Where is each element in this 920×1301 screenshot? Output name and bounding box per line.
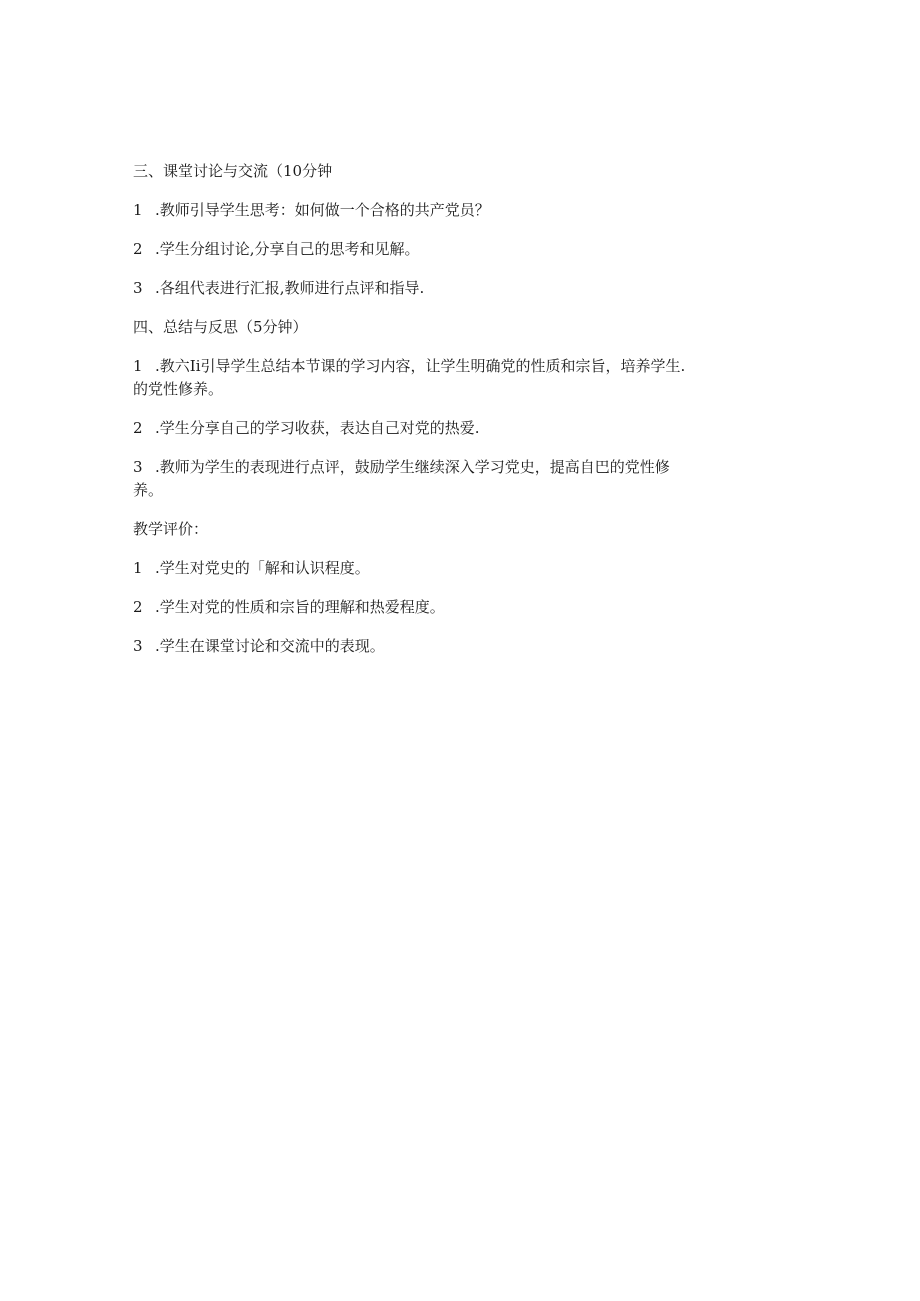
evaluation-heading: 教学评价： [133,520,209,538]
section3-item-3 [133,277,773,300]
section4-item-2 [133,417,773,440]
item-text: .教六Ii引导学生总结本节课的学习内容，让学生明确党的性质和宗旨，培养学生. [155,357,686,375]
item-text-continuation: 养。 [133,481,164,499]
item-number: 3 [133,637,143,655]
item-number: 1 [133,559,143,577]
section3-item-2 [133,238,773,261]
item-text: .学生对党的性质和宗旨的理解和热爱程度。 [155,598,445,616]
item-number: 1 [133,201,143,219]
item-text-continuation: 的党性修养。 [133,380,224,398]
item-text: .教师为学生的表现进行点评，鼓励学生继续深入学习党史，提高自巴的党性修 [155,458,670,476]
item-text: .各组代表进行汇报,教师进行点评和指导. [155,279,425,297]
evaluation-item-1 [133,557,773,580]
evaluation-item-2 [133,596,773,619]
item-number: 2 [133,419,143,437]
item-number: 1 [133,357,143,375]
item-text: .学生分享自己的学习收获，表达自己对党的热爱. [155,419,480,437]
item-text: .教师引导学生思考：如何做一个合格的共产党员？ [155,201,490,219]
item-text: .学生分组讨论,分享自己的思考和见解。 [155,240,420,258]
item-number: 3 [133,458,143,476]
section3-heading: 三、课堂讨论与交流（10分钟 [133,162,333,180]
evaluation-item-3 [133,635,773,658]
section4-heading: 四、总结与反思（5分钟） [133,318,308,336]
document-body [133,160,773,674]
item-number: 2 [133,240,143,258]
section4-item-3 [133,456,773,502]
item-text: .学生在课堂讨论和交流中的表现。 [155,637,385,655]
section3-item-1 [133,199,773,222]
item-number: 2 [133,598,143,616]
item-number: 3 [133,279,143,297]
section4-item-1 [133,355,773,401]
item-text: .学生对党史的「解和认识程度。 [155,559,370,577]
